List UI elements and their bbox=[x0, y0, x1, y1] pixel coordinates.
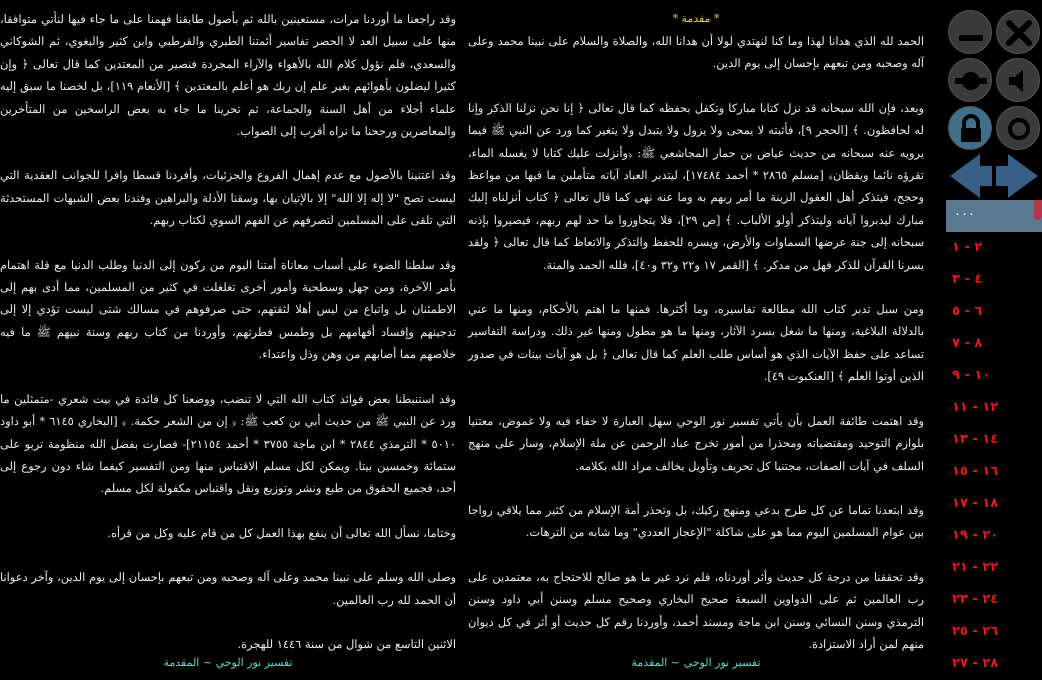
page-list-item[interactable]: ٢٦ - ٢٥ bbox=[952, 624, 999, 639]
right-page-text bbox=[468, 30, 924, 655]
paragraph: وقد اعتنينا بالأصول مع عدم إهمال الفروع والجزئيات، وأفردنا قسطا وافرا للجوانب العقدية التي ليست تصح "لا إله إلا الله" إلا بالإتيان بها، وسقنا الأدلة والبراهين وفندنا بعض الشبهات المستحدثة التي تلقى على المسلمين لتصرفهم عن الفهم السوي لكتاب ربهم. bbox=[0, 168, 456, 228]
paragraph: الاثنين التاسع من شوال من سنة ١٤٤٦ للهجرة. bbox=[237, 636, 456, 651]
left-page-text bbox=[0, 8, 456, 655]
paragraph: وبعد، فإن الله سبحانه قد نزل كتابا مباركا وتكفل بحفظه كما قال تعالى ﴿ إنا نحن نزلنا الذكر وإنا له لحافظون. ﴾ [الحجر ٩]، فأثبته لا يمحى ولا يزول ولا يتبدل ولا يتغير كما ورد عن النبي ﷺ فيما يرويه عنه سبحانه من حديث عياض بن حمار المجاشعي ﷺ: ﴿وأنزلت عليك كتابا لا يغسله الماء، تقرؤه نائما ويقظان﴾ [مسلم ٢٨٦٥ * أحمد ١٧٤٨٤]، ليتدبر العباد آياته متأملين ما فيها من مواعظ وحجج، فيتذكر أهل العقول الزينة ما أمر ربهم به وما عنه نهى كما قال تعالى ﴿ كتاب أنزلناه إليك مبارك ليدبروا آياته وليتذكر أولو الألباب. ﴾ [ص ٢٩]، فلا يتجاوزوا ما حد لهم ربهم، فيصيروا بإذنه سبحانه إلى جنة عرضها السماوات والأرض، ويسره للحفظ والتذكر والاتعاظ كما قال تعالى ﴿ ولقد يسرنا القرآن للذكر فهل من مدكر. ﴾ [القمر ١٧ و٢٢ و٣٢ و٤٠]، فلله الحمد والمنة. bbox=[468, 100, 925, 272]
current-page-label: ٠٠٠ bbox=[954, 207, 975, 222]
page-navigation bbox=[946, 152, 1042, 200]
left-page-footer: تفسير نور الوحي ~ المقدمة bbox=[163, 655, 293, 669]
page-list-item[interactable]: ٢٢ - ٢١ bbox=[952, 560, 999, 575]
page-list-item[interactable]: ٢٠ - ١٩ bbox=[952, 528, 999, 543]
toggle-icon[interactable] bbox=[948, 58, 992, 102]
close-icon[interactable] bbox=[996, 10, 1040, 54]
arrow-right-icon[interactable] bbox=[996, 154, 1038, 198]
page-list-item[interactable]: ٨ - ٧ bbox=[952, 336, 983, 351]
paragraph: وقد سلطنا الضوء على أسباب معاناة أمتنا اليوم من ركون إلى الدنيا وطلب الدنيا مع قلة اهتمام بأمر الآخرة، ومن جهل وسطحية وأمور أخرى تغلغلت في كثير من المسلمين، مما أدى بهم إلى الاطمئنان بل واتباع من ليس أهلا لثقتهم، حتى صرفوهم في مسالك شتى ليست تؤدي إلا إلى تدجينهم وإفساد أفهامهم بل وطمس فطرتهم، وأوردنا من كتاب ربهم وسنة نبيهم ﷺ ما فيه خلاصهم مما أصابهم من وهن وذل واعتداء. bbox=[0, 257, 456, 362]
page-list-item[interactable]: ٢ - ١ bbox=[952, 240, 983, 255]
paragraph: وقد تحققنا من درجة كل حديث وأثر أوردناه، فلم نرد غير ما هو صالح للاحتجاج به، معتمدين على رب العالمين ثم على الدواوين السبعة صحيح البخاري وصحيح مسلم وسنن أبي داود وسنن الترمذي وسنن النسائي وسنن ابن ماجة ومسند أحمد، وأوردنا رقم كل حديث أو أثر في كل ديوان منهم لمن أراد الاستزادة. bbox=[468, 569, 924, 651]
left-page bbox=[0, 0, 456, 680]
page-list-item[interactable]: ١٦ - ١٥ bbox=[952, 464, 999, 479]
scrollbar-thumb[interactable] bbox=[1034, 200, 1042, 220]
record-icon[interactable] bbox=[996, 106, 1040, 150]
lock-icon[interactable] bbox=[948, 106, 992, 150]
page-list-item[interactable]: ٢٤ - ٢٣ bbox=[952, 592, 999, 607]
control-panel bbox=[946, 0, 1042, 680]
paragraph: وقد راجعنا ما أوردنا مرات، مستعينين بالله ثم بأصول طابقنا فهمنا على ما جاء فيها لنأتي متوافقا، منها على سبيل العد لا الحصر تفاسير أئمتنا الطبري والقرطبي وابن كثير والبغوي، ثم الشوكاني والسعدي، فلم نؤول كلام الله بالأهواء والآراء المجردة فنصير من المعتدين كما قال تعالى ﴿ وإن كثيرا ليضلون بأهوائهم بغير علم إن ربك هو أعلم بالمعتدين ﴾ [الأنعام ١١٩]، بل لخصنا ما سبق إليه علماء أجلاء من أهل السنة والجماعة، ثم تحرينا ما جاء به بعض الراسخين من المتأخرين والمعاصرين ورجحنا ما نراه أقرب إلى الصواب. bbox=[0, 12, 456, 139]
paragraph: الحمد لله الذي هدانا لهذا وما كنا لنهتدي لولا أن هدانا الله، والصلاة والسلام على نبينا محمد وعلى آله وصحبه ومن تبعهم بإحسان إلى يوم الدين. bbox=[468, 34, 924, 71]
arrow-left-icon[interactable] bbox=[950, 154, 992, 198]
paragraph: وقد استنبطنا بعض فوائد كتاب الله التي لا تنضب، ووضعنا كل فائدة في بيت شعري -متمثلين ما ورد عن النبي ﷺ من حديث أبي بن كعب ﷺ: ﴿ إن من الشعر حكمة. ﴾ [البخاري ٦١٤٥ * أبو داود ٥٠١٠ * الترمذي ٢٨٤٤ * ابن ماجة ٣٧٥٥ * أحمد ٢١١٥٤]- فصارت بفضل الله منظومة تربو على ستمائة وخمسين بيتا. ويمكن لكل مسلم الاقتباس منها ومن التفسير كيفما شاء دون رجوع إلى أحد، فجميع الحقوق من طبع ونشر وتوزيع ونقل واقتباس مكفولة لكل مسلم. bbox=[0, 391, 457, 496]
page-list-item[interactable]: ١٤ - ١٣ bbox=[952, 432, 999, 447]
paragraph: وختاما، نسأل الله تعالى أن ينفع بهذا العمل كل من قام عليه وكل من قرأه. bbox=[107, 525, 456, 540]
page-list-item[interactable]: ١٢ - ١١ bbox=[952, 400, 999, 415]
right-page bbox=[468, 0, 924, 680]
paragraph: وقد اهتمت طائفة العمل بأن يأتي تفسير نور الوحي سهل العبارة لا خفاء فيه ولا غموض، معتنيا بلوازم التوحيد ومقتضياته ومحذرا من أمور تخرج عباد الرحمن عن ملة الإسلام، وسار على منهج السلف في آيات الصفات، مجتنبا كل تحريف وتأويل يخالف مراد الله بكلامه. bbox=[468, 413, 924, 473]
current-page-indicator[interactable] bbox=[946, 200, 1042, 232]
paragraph: ومن سبل تدبر كتاب الله مطالعة تفاسيره، وما أكثرها. فمنها ما اهتم بالأحكام، ومنها ما عني بالدلالة البلاغية، ومنها ما شغل بسرد الآثار، ومنها ما هو مطول ومنها غير ذلك. ودراسة التفاسير تساعد على حفظ الآيات الذي هو أساس طلب العلم كما قال تعالى ﴿ بل هو آيات بينات في صدور الذين أوتوا العلم ﴾ [العنكبوت ٤٩]. bbox=[468, 302, 924, 384]
paragraph: وصلى الله وسلم على نبينا محمد وعلى آله وصحبه ومن تبعهم بإحسان إلى يوم الدين، وآخر دعوانا أن الحمد لله رب العالمين. bbox=[0, 570, 456, 607]
page-list-item[interactable]: ١٨ - ١٧ bbox=[952, 496, 999, 511]
speaker-icon[interactable] bbox=[996, 58, 1040, 102]
paragraph: وقد ابتعدنا تماما عن كل طرح بدعي ومنهج ركيك، بل وتحذر أمة الإسلام من كثير مما يلاقي رواجا بين عوام المسلمين اليوم مما هو على شاكلة "الإعجاز العددي" وما شابه من الترهات. bbox=[468, 502, 924, 540]
minimize-icon[interactable] bbox=[948, 10, 992, 54]
page-list-item[interactable]: ٢٨ - ٢٧ bbox=[952, 656, 999, 671]
page-list-item[interactable]: ١٠ - ٩ bbox=[952, 368, 991, 383]
right-page-footer: تفسير نور الوحي ~ المقدمة bbox=[631, 655, 761, 669]
page-list-item[interactable]: ٦ - ٥ bbox=[952, 304, 983, 319]
chapter-title: * مقدمة * bbox=[672, 12, 720, 25]
page-list-item[interactable]: ٤ - ٣ bbox=[952, 272, 983, 287]
